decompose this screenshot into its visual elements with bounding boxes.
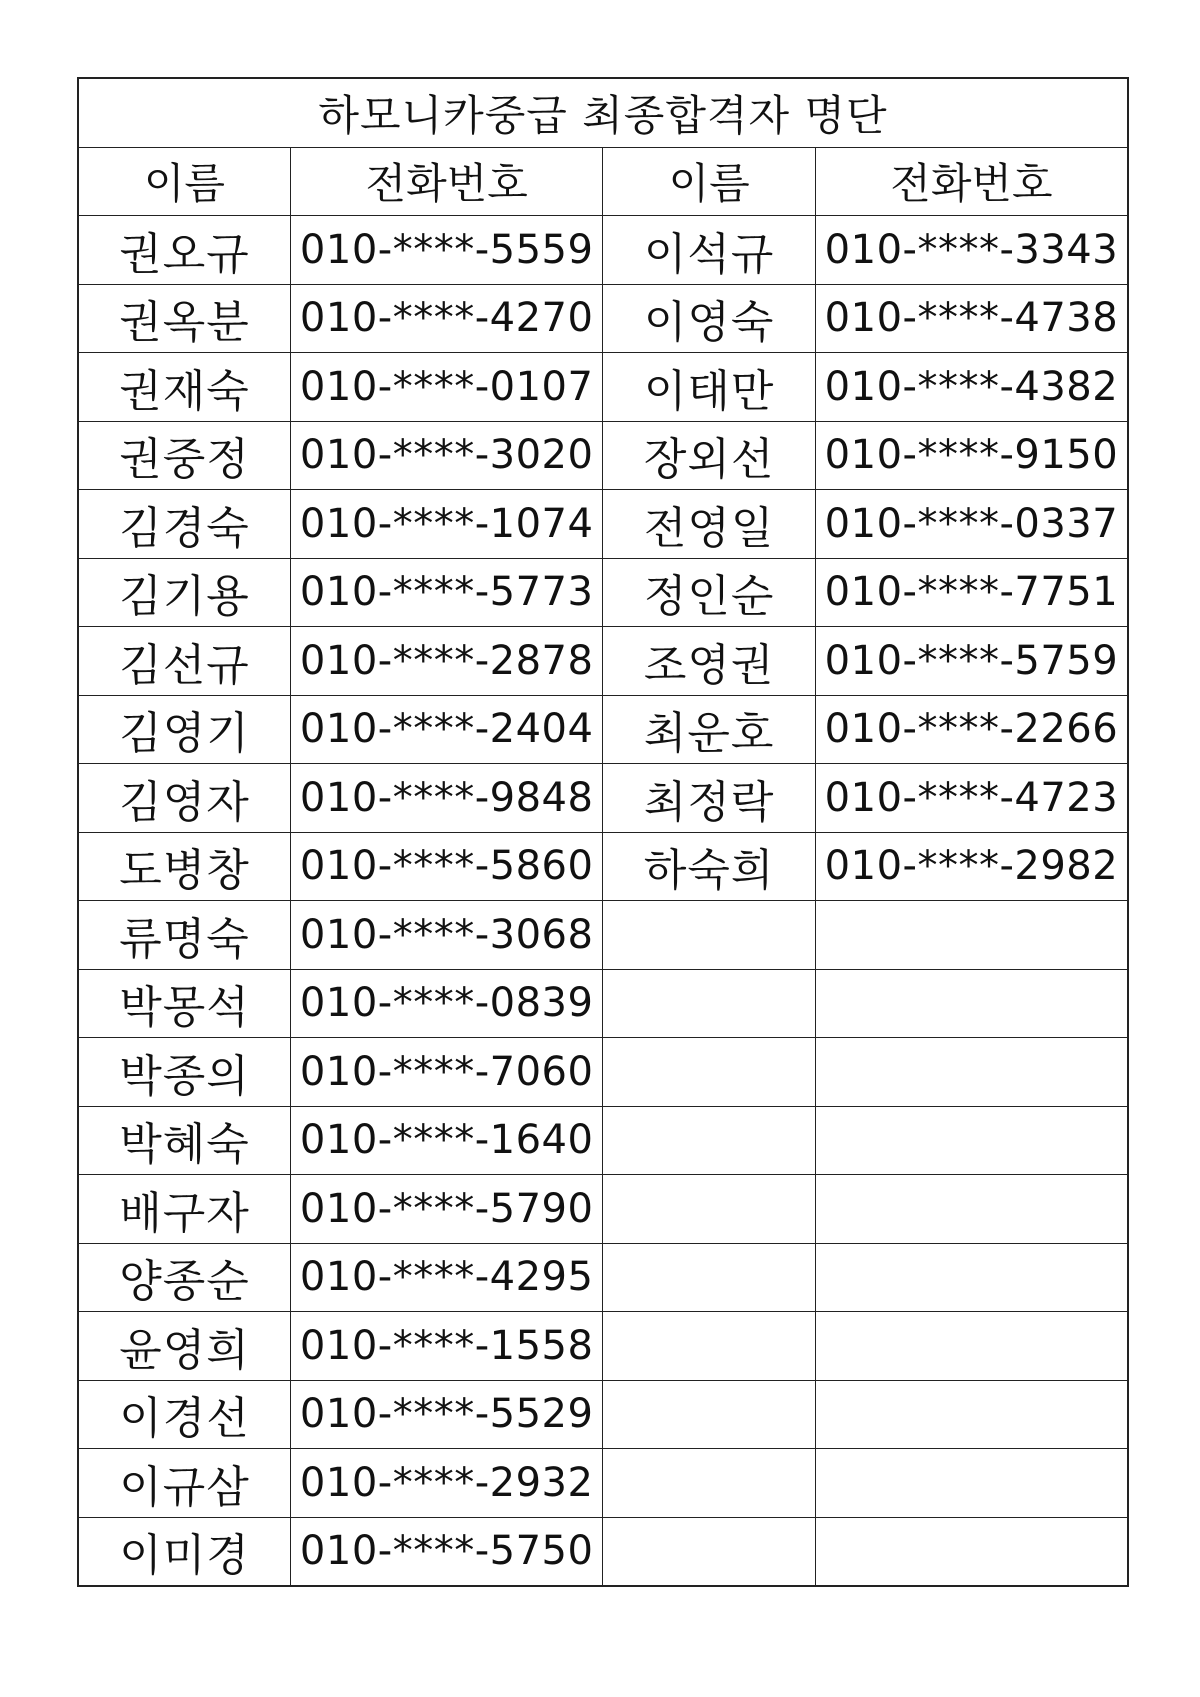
phone-left-cell: 010-****-5529 [290,1380,603,1449]
name-left-cell: 윤영희 [78,1312,290,1381]
name-left-cell: 양종순 [78,1243,290,1312]
name-left-cell: 권재숙 [78,353,290,422]
phone-right-cell: 010-****-2982 [815,832,1128,901]
name-right-cell: 최운호 [603,695,815,764]
name-right-cell: 하숙희 [603,832,815,901]
phone-left-cell: 010-****-1074 [290,490,603,559]
phone-right-cell [815,1038,1128,1107]
phone-left-cell: 010-****-2404 [290,695,603,764]
name-right-cell: 이석규 [603,216,815,285]
name-right-cell [603,1243,815,1312]
table-row [78,695,1128,764]
table-row [78,1243,1128,1312]
name-left-cell: 김기용 [78,558,290,627]
header-name-left: 이름 [78,147,290,216]
table-row [78,627,1128,696]
phone-right-cell: 010-****-4382 [815,353,1128,422]
phone-left-cell: 010-****-7060 [290,1038,603,1107]
name-left-cell: 박몽석 [78,969,290,1038]
page-title: 하모니카중급 최종합격자 명단 [78,78,1128,147]
table-row [78,558,1128,627]
phone-left-cell: 010-****-1558 [290,1312,603,1381]
phone-right-cell [815,1449,1128,1518]
name-left-cell: 김영기 [78,695,290,764]
table-row [78,1312,1128,1381]
phone-right-cell [815,969,1128,1038]
table-row [78,1106,1128,1175]
phone-right-cell: 010-****-2266 [815,695,1128,764]
table-row [78,421,1128,490]
table-row [78,490,1128,559]
phone-left-cell: 010-****-5860 [290,832,603,901]
name-left-cell: 권중정 [78,421,290,490]
table-row [78,1380,1128,1449]
phone-left-cell: 010-****-5559 [290,216,603,285]
phone-left-cell: 010-****-5790 [290,1175,603,1244]
name-left-cell: 김영자 [78,764,290,833]
name-right-cell: 이태만 [603,353,815,422]
phone-right-cell [815,1175,1128,1244]
phone-right-cell: 010-****-0337 [815,490,1128,559]
phone-right-cell: 010-****-9150 [815,421,1128,490]
name-left-cell: 박혜숙 [78,1106,290,1175]
name-right-cell: 정인순 [603,558,815,627]
phone-right-cell: 010-****-7751 [815,558,1128,627]
name-left-cell: 류명숙 [78,901,290,970]
name-right-cell: 최정락 [603,764,815,833]
name-right-cell [603,1517,815,1586]
header-phone-right: 전화번호 [815,147,1128,216]
name-right-cell [603,1106,815,1175]
table-row [78,901,1128,970]
name-right-cell: 전영일 [603,490,815,559]
name-right-cell [603,1175,815,1244]
title-row [78,78,1128,147]
phone-right-cell [815,1380,1128,1449]
table-row [78,1517,1128,1586]
phone-right-cell: 010-****-3343 [815,216,1128,285]
phone-right-cell [815,1106,1128,1175]
phone-left-cell: 010-****-4295 [290,1243,603,1312]
name-right-cell [603,1380,815,1449]
phone-left-cell: 010-****-2878 [290,627,603,696]
phone-left-cell: 010-****-5750 [290,1517,603,1586]
phone-left-cell: 010-****-0107 [290,353,603,422]
name-left-cell: 이미경 [78,1517,290,1586]
name-left-cell: 김선규 [78,627,290,696]
name-left-cell: 박종의 [78,1038,290,1107]
roster-table [77,77,1129,1587]
name-left-cell: 권오규 [78,216,290,285]
table-row [78,1175,1128,1244]
table-row [78,284,1128,353]
phone-left-cell: 010-****-3020 [290,421,603,490]
name-right-cell: 조영권 [603,627,815,696]
name-left-cell: 도병창 [78,832,290,901]
phone-right-cell: 010-****-5759 [815,627,1128,696]
header-name-right: 이름 [603,147,815,216]
name-left-cell: 권옥분 [78,284,290,353]
phone-right-cell [815,1312,1128,1381]
phone-right-cell [815,901,1128,970]
phone-right-cell [815,1243,1128,1312]
name-left-cell: 이경선 [78,1380,290,1449]
table-row [78,1038,1128,1107]
table-row [78,832,1128,901]
name-right-cell: 이영숙 [603,284,815,353]
table-row [78,764,1128,833]
table-row [78,969,1128,1038]
name-right-cell: 장외선 [603,421,815,490]
phone-left-cell: 010-****-5773 [290,558,603,627]
table-row [78,353,1128,422]
phone-left-cell: 010-****-1640 [290,1106,603,1175]
phone-right-cell: 010-****-4723 [815,764,1128,833]
header-row [78,147,1128,216]
header-phone-left: 전화번호 [290,147,603,216]
name-left-cell: 이규삼 [78,1449,290,1518]
name-left-cell: 김경숙 [78,490,290,559]
name-right-cell [603,1038,815,1107]
name-right-cell [603,901,815,970]
table-row [78,1449,1128,1518]
phone-left-cell: 010-****-0839 [290,969,603,1038]
roster-sheet [77,77,1127,1587]
phone-right-cell: 010-****-4738 [815,284,1128,353]
phone-left-cell: 010-****-3068 [290,901,603,970]
phone-left-cell: 010-****-9848 [290,764,603,833]
name-right-cell [603,969,815,1038]
roster-body [78,216,1128,1587]
name-right-cell [603,1449,815,1518]
phone-right-cell [815,1517,1128,1586]
phone-left-cell: 010-****-2932 [290,1449,603,1518]
phone-left-cell: 010-****-4270 [290,284,603,353]
name-right-cell [603,1312,815,1381]
name-left-cell: 배구자 [78,1175,290,1244]
table-row [78,216,1128,285]
